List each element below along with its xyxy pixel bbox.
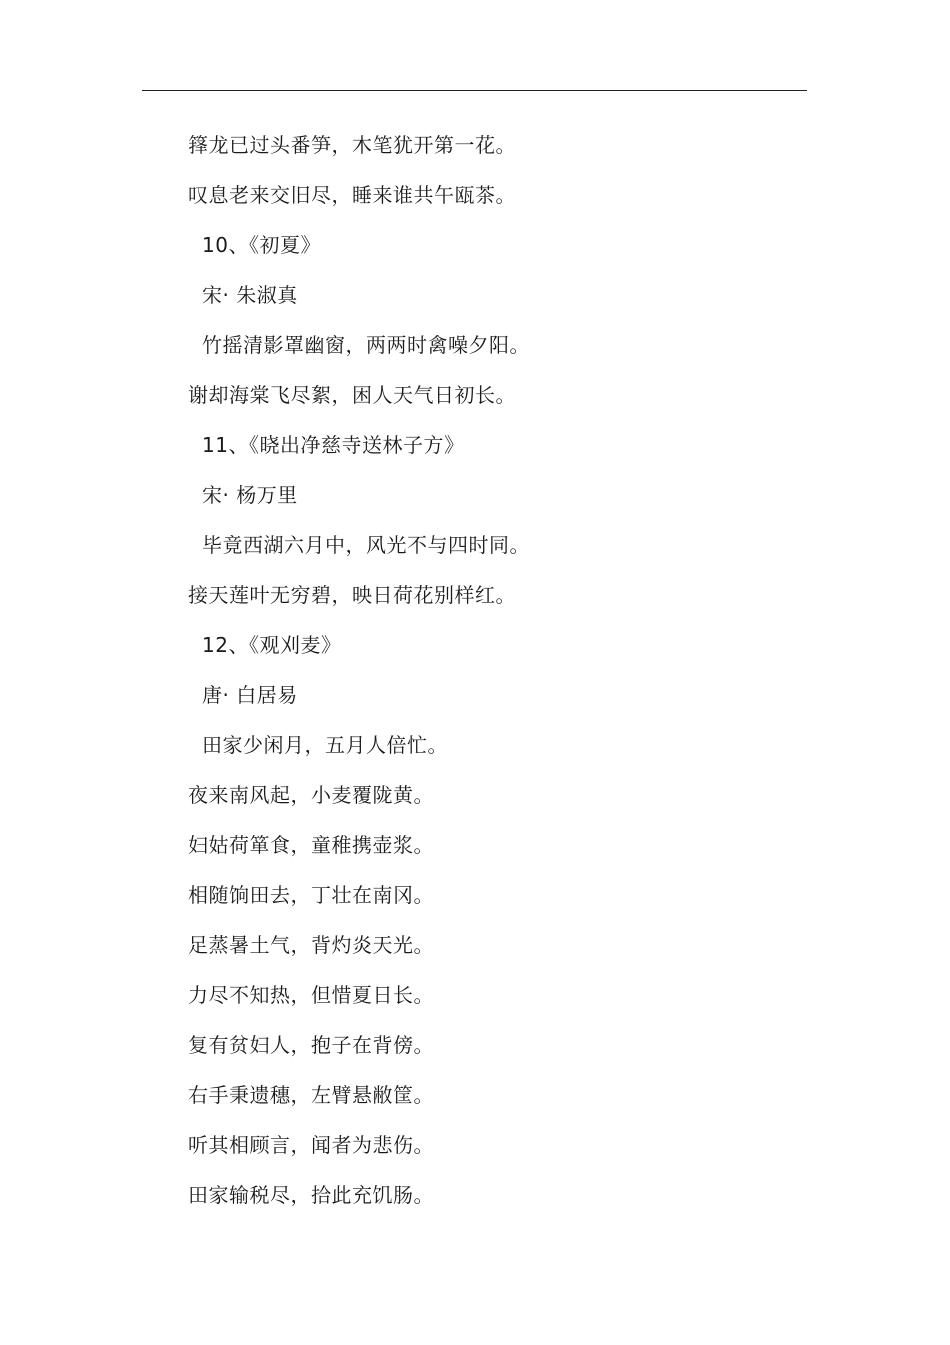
poem-text-block: [0, 120, 950, 1220]
text-line: 叹息老来交旧尽，睡来谁共午瓯茶。: [188, 183, 516, 207]
poem-author: 唐· 白居易: [202, 683, 298, 707]
text-line: 相随饷田去，丁壮在南冈。: [188, 883, 434, 907]
text-line: 夜来南风起，小麦覆陇黄。: [188, 783, 434, 807]
text-line: 田家少闲月，五月人倍忙。: [202, 733, 448, 757]
text-line: 听其相顾言，闻者为悲伤。: [188, 1133, 434, 1157]
poem-author: 宋· 朱淑真: [202, 283, 298, 307]
text-line: 复有贫妇人，抱子在背傍。: [188, 1033, 434, 1057]
header-rule: [142, 90, 807, 91]
poem-title: 10、《初夏》: [202, 233, 321, 257]
text-line: 谢却海棠飞尽絮，困人天气日初长。: [188, 383, 516, 407]
text-line: 右手秉遗穗，左臂悬敝筐。: [188, 1083, 434, 1107]
text-line: 箨龙已过头番笋，木笔犹开第一花。: [188, 133, 516, 157]
text-line: 妇姑荷箪食，童稚携壶浆。: [188, 833, 434, 857]
text-line: 田家输税尽，拾此充饥肠。: [188, 1183, 434, 1207]
text-line: 力尽不知热，但惜夏日长。: [188, 983, 434, 1007]
text-line: 毕竟西湖六月中，风光不与四时同。: [202, 533, 530, 557]
text-line: 竹摇清影罩幽窗，两两时禽噪夕阳。: [202, 333, 530, 357]
text-line: 足蒸暑土气，背灼炎天光。: [188, 933, 434, 957]
poem-author: 宋· 杨万里: [202, 483, 298, 507]
text-line: 接天莲叶无穷碧，映日荷花别样红。: [188, 583, 516, 607]
poem-title: 12、《观刈麦》: [202, 633, 342, 657]
poem-title: 11、《晓出净慈寺送林子方》: [202, 433, 465, 457]
